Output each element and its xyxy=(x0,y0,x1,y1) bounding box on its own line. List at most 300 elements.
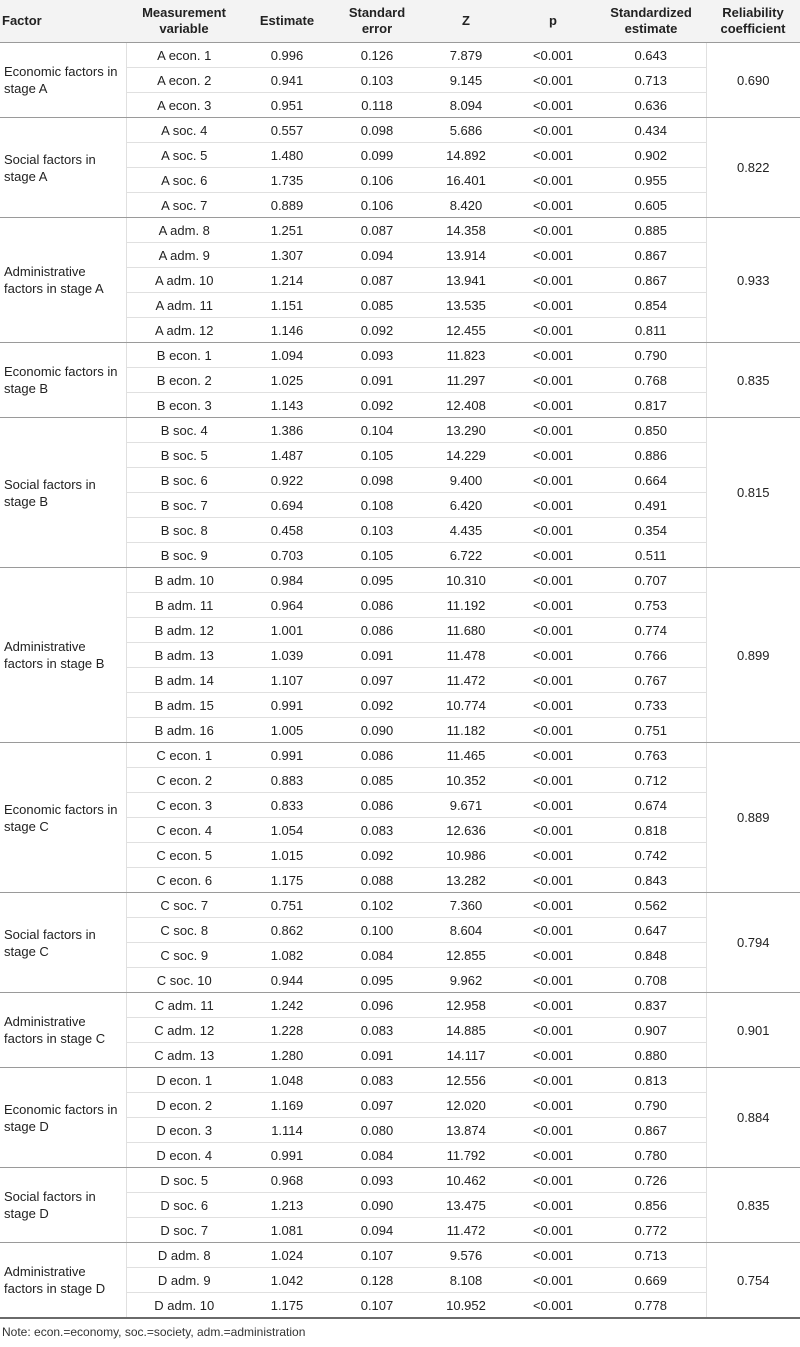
p-cell: <0.001 xyxy=(510,643,596,668)
z-cell: 9.400 xyxy=(422,468,510,493)
std-cell: 0.774 xyxy=(596,618,706,643)
z-cell: 6.420 xyxy=(422,493,510,518)
header-standard-error: Standard error xyxy=(332,0,422,43)
se-cell: 0.102 xyxy=(332,893,422,918)
variable-cell: B soc. 5 xyxy=(126,443,242,468)
p-cell: <0.001 xyxy=(510,1043,596,1068)
table-row xyxy=(0,343,800,368)
variable-cell: C soc. 7 xyxy=(126,893,242,918)
std-cell: 0.434 xyxy=(596,118,706,143)
se-cell: 0.092 xyxy=(332,393,422,418)
header-row xyxy=(0,0,800,43)
std-cell: 0.712 xyxy=(596,768,706,793)
p-cell: <0.001 xyxy=(510,493,596,518)
table-note: Note: econ.=economy, soc.=society, adm.=administration xyxy=(2,1325,306,1339)
std-cell: 0.674 xyxy=(596,793,706,818)
std-cell: 0.707 xyxy=(596,568,706,593)
p-cell: <0.001 xyxy=(510,743,596,768)
estimate-cell: 0.968 xyxy=(242,1168,332,1193)
std-cell: 0.763 xyxy=(596,743,706,768)
z-cell: 11.182 xyxy=(422,718,510,743)
se-cell: 0.087 xyxy=(332,218,422,243)
z-cell: 13.914 xyxy=(422,243,510,268)
variable-cell: B soc. 8 xyxy=(126,518,242,543)
se-cell: 0.118 xyxy=(332,93,422,118)
variable-cell: A adm. 12 xyxy=(126,318,242,343)
variable-cell: C soc. 8 xyxy=(126,918,242,943)
factor-cell: Social factors in stage C xyxy=(0,893,126,993)
se-cell: 0.083 xyxy=(332,818,422,843)
z-cell: 5.686 xyxy=(422,118,510,143)
se-cell: 0.086 xyxy=(332,793,422,818)
reliability-cell: 0.794 xyxy=(706,893,800,993)
reliability-cell: 0.901 xyxy=(706,993,800,1068)
se-cell: 0.093 xyxy=(332,343,422,368)
se-cell: 0.097 xyxy=(332,668,422,693)
p-cell: <0.001 xyxy=(510,993,596,1018)
factor-cell: Social factors in stage D xyxy=(0,1168,126,1243)
estimate-cell: 1.214 xyxy=(242,268,332,293)
p-cell: <0.001 xyxy=(510,668,596,693)
std-cell: 0.885 xyxy=(596,218,706,243)
reliability-cell: 0.899 xyxy=(706,568,800,743)
se-cell: 0.094 xyxy=(332,243,422,268)
p-cell: <0.001 xyxy=(510,143,596,168)
z-cell: 10.952 xyxy=(422,1293,510,1319)
variable-cell: C adm. 12 xyxy=(126,1018,242,1043)
std-cell: 0.817 xyxy=(596,393,706,418)
estimate-cell: 0.944 xyxy=(242,968,332,993)
p-cell: <0.001 xyxy=(510,1143,596,1168)
variable-cell: C econ. 1 xyxy=(126,743,242,768)
estimate-cell: 1.054 xyxy=(242,818,332,843)
std-cell: 0.848 xyxy=(596,943,706,968)
estimate-cell: 0.557 xyxy=(242,118,332,143)
z-cell: 11.792 xyxy=(422,1143,510,1168)
z-cell: 8.420 xyxy=(422,193,510,218)
variable-cell: B econ. 3 xyxy=(126,393,242,418)
p-cell: <0.001 xyxy=(510,1268,596,1293)
estimate-cell: 1.005 xyxy=(242,718,332,743)
se-cell: 0.091 xyxy=(332,1043,422,1068)
estimate-cell: 1.039 xyxy=(242,643,332,668)
estimate-cell: 1.280 xyxy=(242,1043,332,1068)
variable-cell: C soc. 10 xyxy=(126,968,242,993)
header-z: Z xyxy=(422,0,510,43)
header-variable: Measurement variable xyxy=(126,0,242,43)
estimate-cell: 1.386 xyxy=(242,418,332,443)
std-cell: 0.867 xyxy=(596,1118,706,1143)
std-cell: 0.778 xyxy=(596,1293,706,1319)
se-cell: 0.087 xyxy=(332,268,422,293)
estimate-cell: 0.833 xyxy=(242,793,332,818)
estimate-cell: 1.146 xyxy=(242,318,332,343)
variable-cell: D econ. 4 xyxy=(126,1143,242,1168)
se-cell: 0.105 xyxy=(332,543,422,568)
std-cell: 0.643 xyxy=(596,43,706,68)
z-cell: 12.636 xyxy=(422,818,510,843)
estimate-cell: 1.094 xyxy=(242,343,332,368)
estimate-cell: 1.001 xyxy=(242,618,332,643)
estimate-cell: 1.242 xyxy=(242,993,332,1018)
p-cell: <0.001 xyxy=(510,843,596,868)
z-cell: 14.117 xyxy=(422,1043,510,1068)
variable-cell: D econ. 3 xyxy=(126,1118,242,1143)
estimate-cell: 1.213 xyxy=(242,1193,332,1218)
factor-cell: Administrative factors in stage A xyxy=(0,218,126,343)
z-cell: 10.986 xyxy=(422,843,510,868)
z-cell: 14.229 xyxy=(422,443,510,468)
z-cell: 11.297 xyxy=(422,368,510,393)
std-cell: 0.867 xyxy=(596,268,706,293)
z-cell: 6.722 xyxy=(422,543,510,568)
factor-cell: Economic factors in stage A xyxy=(0,43,126,118)
z-cell: 13.290 xyxy=(422,418,510,443)
variable-cell: B soc. 4 xyxy=(126,418,242,443)
p-cell: <0.001 xyxy=(510,68,596,93)
z-cell: 8.108 xyxy=(422,1268,510,1293)
table-row xyxy=(0,743,800,768)
factor-cell: Economic factors in stage C xyxy=(0,743,126,893)
z-cell: 13.535 xyxy=(422,293,510,318)
std-cell: 0.813 xyxy=(596,1068,706,1093)
p-cell: <0.001 xyxy=(510,968,596,993)
estimate-cell: 1.735 xyxy=(242,168,332,193)
se-cell: 0.104 xyxy=(332,418,422,443)
variable-cell: B econ. 1 xyxy=(126,343,242,368)
se-cell: 0.088 xyxy=(332,868,422,893)
variable-cell: D soc. 6 xyxy=(126,1193,242,1218)
estimate-cell: 0.991 xyxy=(242,743,332,768)
estimate-cell: 0.996 xyxy=(242,43,332,68)
variable-cell: D adm. 8 xyxy=(126,1243,242,1268)
variable-cell: B soc. 7 xyxy=(126,493,242,518)
std-cell: 0.491 xyxy=(596,493,706,518)
p-cell: <0.001 xyxy=(510,393,596,418)
variable-cell: D soc. 5 xyxy=(126,1168,242,1193)
std-cell: 0.907 xyxy=(596,1018,706,1043)
reliability-cell: 0.884 xyxy=(706,1068,800,1168)
p-cell: <0.001 xyxy=(510,943,596,968)
z-cell: 13.941 xyxy=(422,268,510,293)
p-cell: <0.001 xyxy=(510,193,596,218)
std-cell: 0.780 xyxy=(596,1143,706,1168)
z-cell: 4.435 xyxy=(422,518,510,543)
std-cell: 0.713 xyxy=(596,1243,706,1268)
variable-cell: D adm. 10 xyxy=(126,1293,242,1319)
variable-cell: D econ. 1 xyxy=(126,1068,242,1093)
std-cell: 0.733 xyxy=(596,693,706,718)
variable-cell: C econ. 4 xyxy=(126,818,242,843)
variable-cell: C adm. 11 xyxy=(126,993,242,1018)
std-cell: 0.867 xyxy=(596,243,706,268)
se-cell: 0.106 xyxy=(332,168,422,193)
p-cell: <0.001 xyxy=(510,918,596,943)
estimate-cell: 1.143 xyxy=(242,393,332,418)
p-cell: <0.001 xyxy=(510,43,596,68)
se-cell: 0.086 xyxy=(332,743,422,768)
std-cell: 0.605 xyxy=(596,193,706,218)
std-cell: 0.850 xyxy=(596,418,706,443)
table-row xyxy=(0,1068,800,1093)
se-cell: 0.103 xyxy=(332,518,422,543)
p-cell: <0.001 xyxy=(510,93,596,118)
header-p: p xyxy=(510,0,596,43)
variable-cell: C adm. 13 xyxy=(126,1043,242,1068)
p-cell: <0.001 xyxy=(510,543,596,568)
se-cell: 0.083 xyxy=(332,1068,422,1093)
se-cell: 0.096 xyxy=(332,993,422,1018)
z-cell: 11.472 xyxy=(422,1218,510,1243)
estimate-cell: 0.984 xyxy=(242,568,332,593)
p-cell: <0.001 xyxy=(510,893,596,918)
factor-cell: Economic factors in stage B xyxy=(0,343,126,418)
p-cell: <0.001 xyxy=(510,443,596,468)
p-cell: <0.001 xyxy=(510,368,596,393)
se-cell: 0.128 xyxy=(332,1268,422,1293)
z-cell: 14.892 xyxy=(422,143,510,168)
p-cell: <0.001 xyxy=(510,168,596,193)
z-cell: 12.408 xyxy=(422,393,510,418)
estimate-cell: 1.048 xyxy=(242,1068,332,1093)
reliability-cell: 0.822 xyxy=(706,118,800,218)
estimate-cell: 1.480 xyxy=(242,143,332,168)
p-cell: <0.001 xyxy=(510,293,596,318)
variable-cell: B adm. 12 xyxy=(126,618,242,643)
p-cell: <0.001 xyxy=(510,1193,596,1218)
table-row xyxy=(0,118,800,143)
p-cell: <0.001 xyxy=(510,618,596,643)
z-cell: 14.358 xyxy=(422,218,510,243)
p-cell: <0.001 xyxy=(510,318,596,343)
estimate-cell: 1.024 xyxy=(242,1243,332,1268)
z-cell: 12.455 xyxy=(422,318,510,343)
estimate-cell: 1.082 xyxy=(242,943,332,968)
reliability-cell: 0.933 xyxy=(706,218,800,343)
estimate-cell: 1.251 xyxy=(242,218,332,243)
reliability-cell: 0.754 xyxy=(706,1243,800,1319)
variable-cell: A soc. 5 xyxy=(126,143,242,168)
variable-cell: C econ. 3 xyxy=(126,793,242,818)
p-cell: <0.001 xyxy=(510,593,596,618)
se-cell: 0.080 xyxy=(332,1118,422,1143)
std-cell: 0.713 xyxy=(596,68,706,93)
p-cell: <0.001 xyxy=(510,1093,596,1118)
table-row xyxy=(0,218,800,243)
z-cell: 11.680 xyxy=(422,618,510,643)
estimate-cell: 1.042 xyxy=(242,1268,332,1293)
variable-cell: B adm. 10 xyxy=(126,568,242,593)
reliability-cell: 0.835 xyxy=(706,1168,800,1243)
se-cell: 0.090 xyxy=(332,718,422,743)
z-cell: 12.020 xyxy=(422,1093,510,1118)
variable-cell: C econ. 6 xyxy=(126,868,242,893)
se-cell: 0.099 xyxy=(332,143,422,168)
p-cell: <0.001 xyxy=(510,118,596,143)
z-cell: 9.671 xyxy=(422,793,510,818)
z-cell: 7.360 xyxy=(422,893,510,918)
std-cell: 0.768 xyxy=(596,368,706,393)
z-cell: 10.352 xyxy=(422,768,510,793)
reliability-cell: 0.835 xyxy=(706,343,800,418)
z-cell: 11.478 xyxy=(422,643,510,668)
variable-cell: B adm. 11 xyxy=(126,593,242,618)
factor-cell: Social factors in stage B xyxy=(0,418,126,568)
z-cell: 9.145 xyxy=(422,68,510,93)
std-cell: 0.837 xyxy=(596,993,706,1018)
p-cell: <0.001 xyxy=(510,1218,596,1243)
p-cell: <0.001 xyxy=(510,718,596,743)
estimate-cell: 1.025 xyxy=(242,368,332,393)
estimate-cell: 1.114 xyxy=(242,1118,332,1143)
p-cell: <0.001 xyxy=(510,1243,596,1268)
estimate-cell: 0.889 xyxy=(242,193,332,218)
variable-cell: D econ. 2 xyxy=(126,1093,242,1118)
factor-cell: Administrative factors in stage D xyxy=(0,1243,126,1319)
estimate-cell: 0.941 xyxy=(242,68,332,93)
z-cell: 8.604 xyxy=(422,918,510,943)
std-cell: 0.636 xyxy=(596,93,706,118)
std-cell: 0.843 xyxy=(596,868,706,893)
std-cell: 0.669 xyxy=(596,1268,706,1293)
table-body xyxy=(0,43,800,1319)
variable-cell: A adm. 10 xyxy=(126,268,242,293)
variable-cell: B adm. 15 xyxy=(126,693,242,718)
std-cell: 0.708 xyxy=(596,968,706,993)
header-estimate: Estimate xyxy=(242,0,332,43)
variable-cell: C soc. 9 xyxy=(126,943,242,968)
table-row xyxy=(0,1168,800,1193)
z-cell: 11.823 xyxy=(422,343,510,368)
variable-cell: B soc. 9 xyxy=(126,543,242,568)
std-cell: 0.647 xyxy=(596,918,706,943)
z-cell: 12.958 xyxy=(422,993,510,1018)
std-cell: 0.354 xyxy=(596,518,706,543)
p-cell: <0.001 xyxy=(510,818,596,843)
p-cell: <0.001 xyxy=(510,268,596,293)
estimate-cell: 0.991 xyxy=(242,693,332,718)
reliability-cell: 0.889 xyxy=(706,743,800,893)
z-cell: 11.465 xyxy=(422,743,510,768)
estimate-cell: 1.228 xyxy=(242,1018,332,1043)
std-cell: 0.790 xyxy=(596,1093,706,1118)
std-cell: 0.562 xyxy=(596,893,706,918)
se-cell: 0.098 xyxy=(332,118,422,143)
se-cell: 0.105 xyxy=(332,443,422,468)
factor-cell: Social factors in stage A xyxy=(0,118,126,218)
se-cell: 0.106 xyxy=(332,193,422,218)
estimate-cell: 0.883 xyxy=(242,768,332,793)
se-cell: 0.085 xyxy=(332,768,422,793)
p-cell: <0.001 xyxy=(510,768,596,793)
p-cell: <0.001 xyxy=(510,418,596,443)
z-cell: 12.855 xyxy=(422,943,510,968)
variable-cell: C econ. 5 xyxy=(126,843,242,868)
std-cell: 0.811 xyxy=(596,318,706,343)
std-cell: 0.753 xyxy=(596,593,706,618)
std-cell: 0.790 xyxy=(596,343,706,368)
variable-cell: A soc. 4 xyxy=(126,118,242,143)
p-cell: <0.001 xyxy=(510,568,596,593)
z-cell: 9.962 xyxy=(422,968,510,993)
se-cell: 0.085 xyxy=(332,293,422,318)
reliability-cell: 0.690 xyxy=(706,43,800,118)
p-cell: <0.001 xyxy=(510,868,596,893)
se-cell: 0.090 xyxy=(332,1193,422,1218)
p-cell: <0.001 xyxy=(510,243,596,268)
se-cell: 0.103 xyxy=(332,68,422,93)
z-cell: 11.192 xyxy=(422,593,510,618)
p-cell: <0.001 xyxy=(510,343,596,368)
variable-cell: A soc. 6 xyxy=(126,168,242,193)
estimate-cell: 0.991 xyxy=(242,1143,332,1168)
variable-cell: A econ. 3 xyxy=(126,93,242,118)
se-cell: 0.100 xyxy=(332,918,422,943)
std-cell: 0.742 xyxy=(596,843,706,868)
se-cell: 0.093 xyxy=(332,1168,422,1193)
std-cell: 0.726 xyxy=(596,1168,706,1193)
variable-cell: A soc. 7 xyxy=(126,193,242,218)
estimate-cell: 0.951 xyxy=(242,93,332,118)
reliability-cell: 0.815 xyxy=(706,418,800,568)
z-cell: 14.885 xyxy=(422,1018,510,1043)
estimate-cell: 0.703 xyxy=(242,543,332,568)
table-row xyxy=(0,418,800,443)
se-cell: 0.095 xyxy=(332,968,422,993)
se-cell: 0.084 xyxy=(332,1143,422,1168)
variable-cell: B adm. 14 xyxy=(126,668,242,693)
variable-cell: B adm. 16 xyxy=(126,718,242,743)
table-row xyxy=(0,1243,800,1268)
estimate-cell: 1.151 xyxy=(242,293,332,318)
estimate-cell: 0.694 xyxy=(242,493,332,518)
factor-cell: Economic factors in stage D xyxy=(0,1068,126,1168)
se-cell: 0.092 xyxy=(332,693,422,718)
z-cell: 9.576 xyxy=(422,1243,510,1268)
p-cell: <0.001 xyxy=(510,693,596,718)
std-cell: 0.751 xyxy=(596,718,706,743)
estimate-cell: 1.175 xyxy=(242,868,332,893)
std-cell: 0.767 xyxy=(596,668,706,693)
table-row xyxy=(0,43,800,68)
p-cell: <0.001 xyxy=(510,1018,596,1043)
p-cell: <0.001 xyxy=(510,218,596,243)
table-row xyxy=(0,893,800,918)
estimate-cell: 1.081 xyxy=(242,1218,332,1243)
z-cell: 13.475 xyxy=(422,1193,510,1218)
variable-cell: A econ. 2 xyxy=(126,68,242,93)
se-cell: 0.092 xyxy=(332,318,422,343)
se-cell: 0.107 xyxy=(332,1293,422,1319)
estimate-cell: 1.307 xyxy=(242,243,332,268)
std-cell: 0.886 xyxy=(596,443,706,468)
std-cell: 0.880 xyxy=(596,1043,706,1068)
variable-cell: B adm. 13 xyxy=(126,643,242,668)
variable-cell: B econ. 2 xyxy=(126,368,242,393)
variable-cell: A adm. 8 xyxy=(126,218,242,243)
std-cell: 0.856 xyxy=(596,1193,706,1218)
se-cell: 0.108 xyxy=(332,493,422,518)
variable-cell: D soc. 7 xyxy=(126,1218,242,1243)
factor-cell: Administrative factors in stage C xyxy=(0,993,126,1068)
p-cell: <0.001 xyxy=(510,793,596,818)
z-cell: 8.094 xyxy=(422,93,510,118)
z-cell: 13.282 xyxy=(422,868,510,893)
std-cell: 0.511 xyxy=(596,543,706,568)
se-cell: 0.086 xyxy=(332,593,422,618)
estimate-cell: 0.964 xyxy=(242,593,332,618)
se-cell: 0.098 xyxy=(332,468,422,493)
